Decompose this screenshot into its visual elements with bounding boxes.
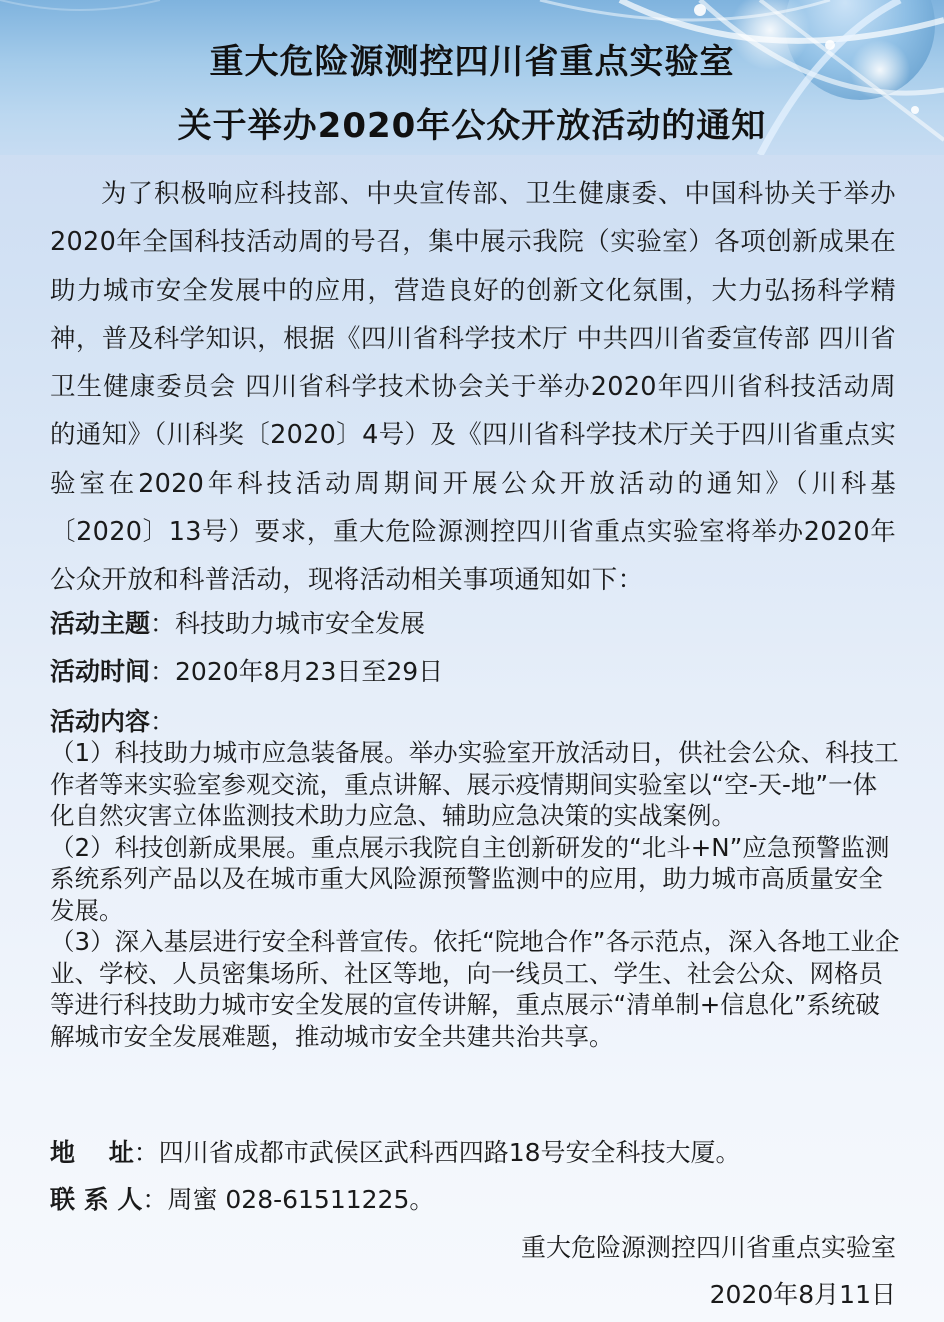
theme-label: 活动主题 <box>50 609 151 638</box>
time-value: 2020年8月23日至29日 <box>175 657 444 686</box>
activity-content-list <box>50 737 900 1052</box>
notice-title-line1: 重大危险源测控四川省重点实验室 <box>209 42 735 82</box>
list-item: （1）科技助力城市应急装备展。举办实验室开放活动日，供社会公众、科技工作者等来实验室参观交流，重点讲解、展示疫情期间实验室以“空-天-地”一体化自然灾害立体监测技术助力应急、辅助应急决策的实战案例。 <box>50 738 899 830</box>
list-item: （2）科技创新成果展。重点展示我院自主创新研发的“北斗+N”应急预警监测系统系列产品以及在城市重大风险源预警监测中的应用，助力城市高质量安全发展。 <box>50 832 890 925</box>
contact-label: 联 系 人 <box>50 1185 143 1214</box>
activity-content-heading <box>50 702 175 738</box>
content-label: 活动内容 <box>50 707 151 736</box>
theme-sep: ： <box>150 609 176 638</box>
address-value: 四川省成都市武侯区武科西四路18号安全科技大厦。 <box>158 1138 741 1167</box>
address-label: 地 址 <box>50 1138 134 1167</box>
signature-date: 2020年8月11日 <box>709 1280 896 1309</box>
address-line <box>50 1133 741 1169</box>
header-banner <box>0 0 944 155</box>
content-sep: ： <box>150 707 176 736</box>
contact-value: 周蜜 028-61511225。 <box>167 1185 435 1214</box>
intro-paragraph: 为了积极响应科技部、中央宣传部、卫生健康委、中国科协关于举办2020年全国科技活动周的号召，集中展示我院（实验室）各项创新成果在助力城市安全发展中的应用，营造良好的创新文化氛围，大力弘扬科学精神，普及科学知识，根据《四川省科学技术厅 中共四川省委宣传部 四川省卫生健康委员会 四川省科学技术协会关于举办2020年四川省科技活动周的通知》（川科奖〔2020〕4号）及《四川省科学技术厅关于四川省重点实验室在2020年科技活动周期间开展公众开放活动的通知》（川科基〔2020〕13号）要求，重大危险源测控四川省重点实验室将举办2020年公众开放和科普活动，现将活动相关事项通知如下： <box>50 179 896 596</box>
address-sep: ： <box>133 1138 159 1167</box>
time-sep: ： <box>150 657 176 686</box>
notice-title-line2: 关于举办2020年公众开放活动的通知 <box>177 106 767 146</box>
list-item: （3）深入基层进行安全科普宣传。依托“院地合作”各示范点，深入各地工业企业、学校、人员密集场所、社区等地，向一线员工、学生、社会公众、网格员等进行科技助力城市安全发展的宣传讲解，重点展示“清单制+信息化”系统破解城市安全发展难题，推动城市安全共建共治共享。 <box>50 927 900 1051</box>
contact-sep: ： <box>142 1185 168 1214</box>
time-label: 活动时间 <box>50 657 151 686</box>
activity-time <box>50 652 443 688</box>
theme-value: 科技助力城市安全发展 <box>175 609 426 638</box>
activity-theme <box>50 604 425 640</box>
signature-org: 重大危险源测控四川省重点实验室 <box>520 1233 896 1262</box>
contact-line <box>50 1180 434 1216</box>
